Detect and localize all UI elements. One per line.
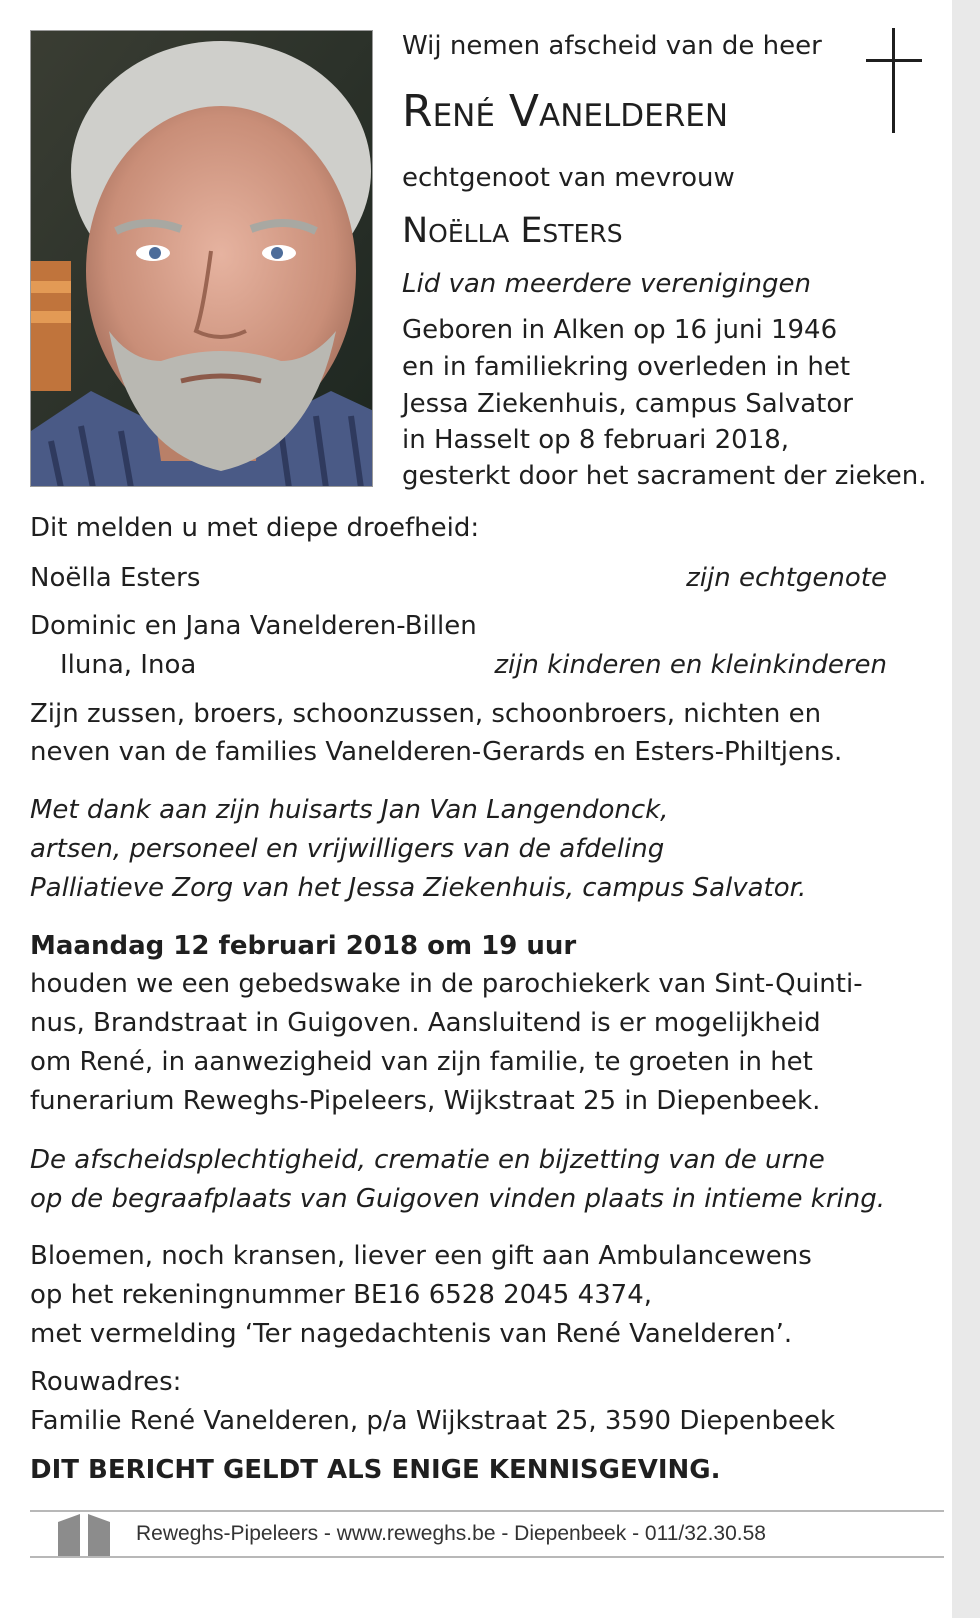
ceremony-line: De afscheidsplechtigheid, crematie en bijzetting van de urne	[30, 1145, 825, 1175]
wake-line: om René, in aanwezigheid van zijn familie, te groeten in het	[30, 1047, 813, 1077]
wake-line: funerarium Reweghs-Pipeleers, Wijkstraat 25 in Diepenbeek.	[30, 1086, 821, 1116]
family-name: Iluna, Inoa	[60, 650, 197, 680]
cross-icon	[866, 28, 922, 134]
extended-family-line: neven van de families Vanelderen-Gerards en Esters-Philtjens.	[30, 737, 843, 767]
wake-line: houden we een gebedswake in de parochiekerk van Sint-Quinti-	[30, 969, 863, 999]
deceased-name: René Vanelderen	[402, 86, 729, 137]
member-line: Lid van meerdere verenigingen	[402, 269, 811, 299]
address-label: Rouwadres:	[30, 1367, 182, 1397]
donation-line: op het rekeningnummer BE16 6528 2045 4374,	[30, 1280, 653, 1310]
wake-line: nus, Brandstraat in Guigoven. Aansluitend is er mogelijkheid	[30, 1008, 821, 1038]
thanks-line: Palliatieve Zorg van het Jessa Ziekenhuis, campus Salvator.	[30, 873, 807, 903]
bio-line: gesterkt door het sacrament der zieken.	[402, 461, 927, 491]
ceremony-line: op de begraafplaats van Guigoven vinden plaats in intieme kring.	[30, 1184, 886, 1214]
bio-line: in Hasselt op 8 februari 2018,	[402, 425, 790, 455]
intro-text: Wij nemen afscheid van de heer	[402, 31, 822, 61]
bio-line: en in familiekring overleden in het	[402, 352, 851, 382]
family-name: Noëlla Esters	[30, 563, 201, 593]
address-value: Familie René Vanelderen, p/a Wijkstraat 25, 3590 Diepenbeek	[30, 1406, 836, 1436]
funeral-home-logo-icon	[58, 1514, 110, 1556]
portrait-illustration	[31, 31, 373, 487]
spouse-name: Noëlla Esters	[402, 211, 623, 251]
wake-heading: Maandag 12 februari 2018 om 19 uur	[30, 931, 577, 961]
donation-line: Bloemen, noch kransen, liever een gift aan Ambulancewens	[30, 1241, 812, 1271]
family-relation: zijn echtgenote	[686, 563, 887, 593]
family-name: Dominic en Jana Vanelderen-Billen	[30, 611, 477, 641]
family-intro: Dit melden u met diepe droefheid:	[30, 513, 480, 543]
footer-contact: Reweghs-Pipeleers - www.reweghs.be - Diepenbeek - 011/32.30.58	[136, 1522, 766, 1545]
thanks-line: Met dank aan zijn huisarts Jan Van Langendonck,	[30, 795, 669, 825]
footer	[30, 1510, 944, 1558]
page-edge	[952, 0, 980, 1618]
thanks-line: artsen, personeel en vrijwilligers van de afdeling	[30, 834, 665, 864]
family-relation: zijn kinderen en kleinkinderen	[494, 650, 887, 680]
spouse-intro: echtgenoot van mevrouw	[402, 163, 735, 193]
portrait-photo	[30, 30, 373, 487]
donation-line: met vermelding ‘Ter nagedachtenis van René Vanelderen’.	[30, 1319, 793, 1349]
bio-line: Geboren in Alken op 16 juni 1946	[402, 315, 838, 345]
notice: DIT BERICHT GELDT ALS ENIGE KENNISGEVING.	[30, 1455, 721, 1485]
bio-line: Jessa Ziekenhuis, campus Salvator	[402, 389, 853, 419]
extended-family-line: Zijn zussen, broers, schoonzussen, schoonbroers, nichten en	[30, 699, 822, 729]
